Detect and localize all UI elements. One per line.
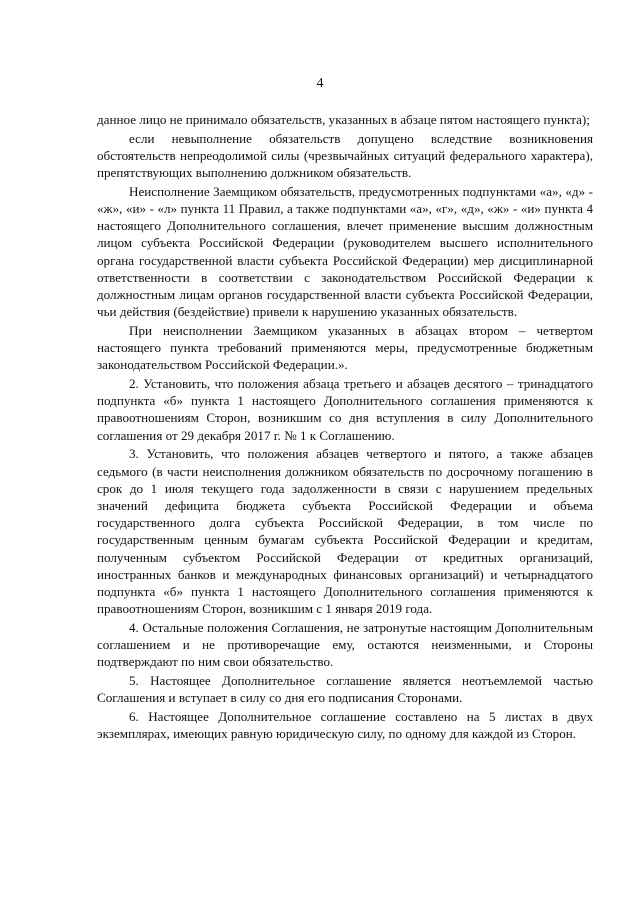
paragraph-continuation: данное лицо не принимало обязательств, указанных в абзаце пятом настоящего пункта); [97, 112, 590, 127]
paragraph-clause-3: 3. Установить, что положения абзацев четвертого и пятого, а также абзацев седьмого (в части неисполнения должником обязательств по досрочному погашению в срок до 1 июля текущего года задолженности в связи с нарушением предельных значений дефицита бюджета субъекта Российской Федерации и объема государственного долга субъекта Российской Федерации, в том числе по государственным ценным бумагам субъекта Российской Федерации и кредитам, полученным субъектом Российской Федерации от кредитных организаций, иностранных банков и международных финансовых организаций) и четырнадцатого подпункта «б» пункта 1 настоящего Дополнительного соглашения применяются к правоотношениям Сторон, возникшим с 1 января 2019 года. [97, 446, 593, 617]
paragraph-clause-6: 6. Настоящее Дополнительное соглашение составлено на 5 листах в двух экземплярах, имеющих равную юридическую силу, по одному для каждой из Сторон. [97, 708, 593, 742]
paragraph-clause-2: 2. Установить, что положения абзаца третьего и абзацев десятого – тринадцатого подпункта «б» пункта 1 настоящего Дополнительного соглашения применяются к правоотношениям Сторон, возникшим со дня вступления в силу Дополнительного соглашения от 29 декабря 2017 г. № 1 к Соглашению. [97, 376, 593, 443]
paragraph-clause-5: 5. Настоящее Дополнительное соглашение является неотъемлемой частью Соглашения и вступает в силу со дня его подписания Сторонами. [97, 673, 593, 706]
paragraph-force-majeure: если невыполнение обязательств допущено вследствие возникновения обстоятельств непреодолимой силы (чрезвычайных ситуаций федерального характера), препятствующих выполнению должником обязательств. [97, 130, 593, 181]
paragraph-non-fulfillment: Неисполнение Заемщиком обязательств, предусмотренных подпунктами «а», «д» - «ж», «и» - «л» пункта 11 Правил, а также подпунктами «а», «г», «д», «ж» - «и» пункта 4 настоящего Дополнительного соглашения, влечет применение высшим должностным лицом субъекта Российской Федерации (руководителем высшего исполнительного органа государственной власти субъекта Российской Федерации) мер дисциплинарной ответственности в соответствии с законодательством Российской Федерации к должностным лицам органов государственной власти субъекта Российской Федерации, чьи действия (бездействие) привели к нарушению указанных обязательств. [97, 183, 593, 320]
document-body [97, 111, 593, 744]
page-number: 4 [316, 76, 324, 91]
paragraph-budget-measures: При неисполнении Заемщиком указанных в абзацах втором – четвертом настоящего пункта требований применяются меры, предусмотренные бюджетным законодательством Российской Федерации.». [97, 322, 593, 373]
paragraph-clause-4: 4. Остальные положения Соглашения, не затронутые настоящим Дополнительным соглашением и не противоречащие ему, остаются неизменными, и Стороны подтверждают по ним свои обязательство. [97, 619, 593, 670]
